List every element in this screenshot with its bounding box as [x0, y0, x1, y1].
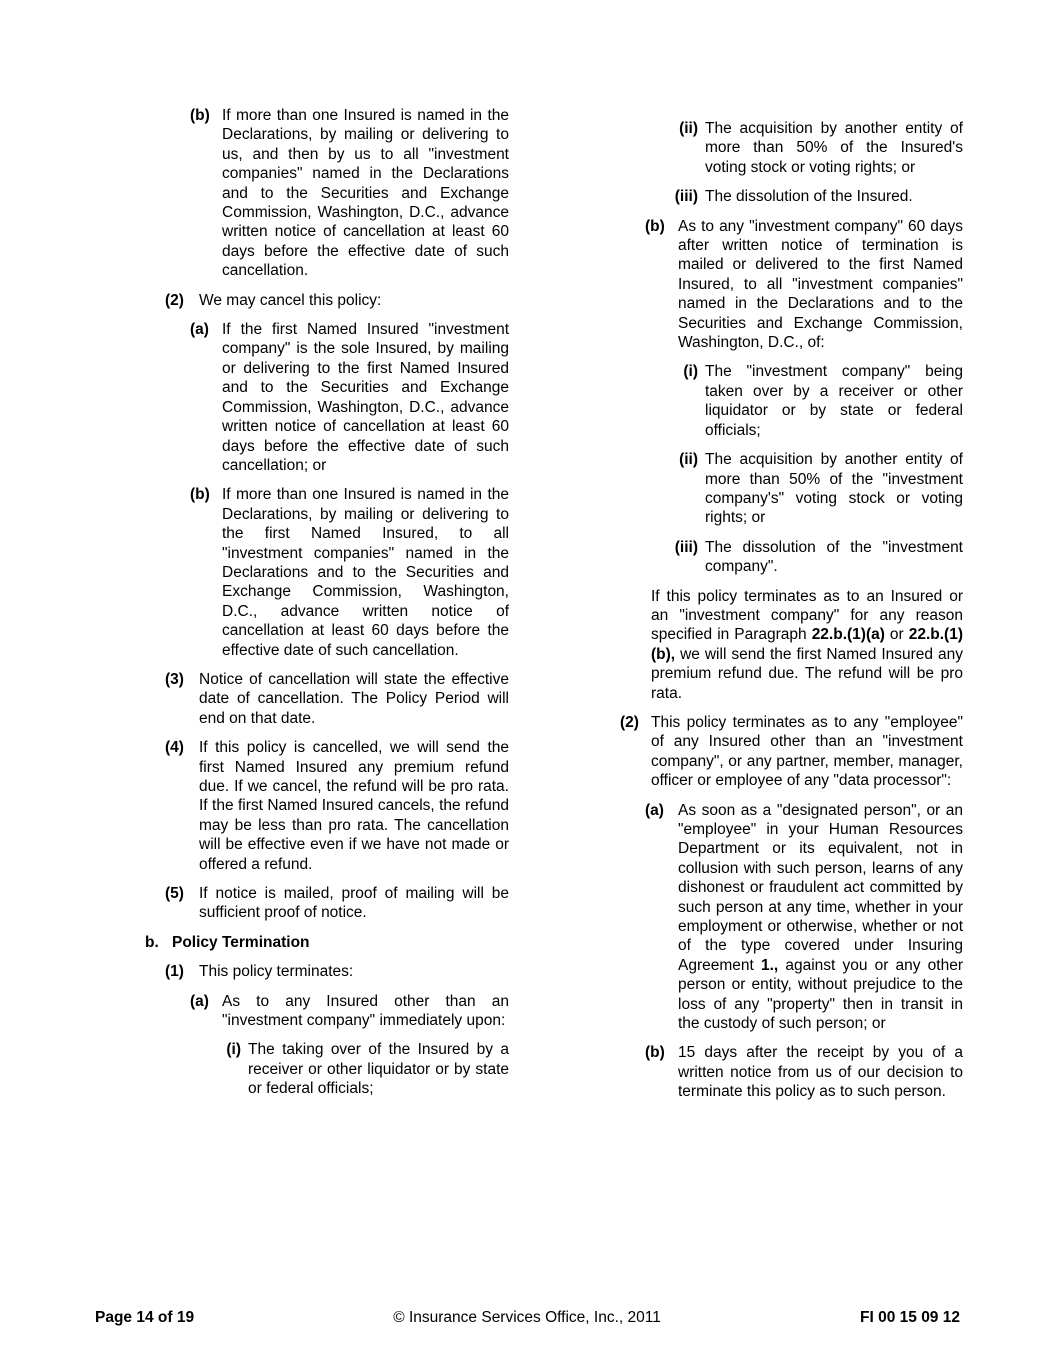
clause-2: [165, 291, 509, 310]
clause-b2a-post: against you or any other person or entity, without prejudice to the loss of any "property" then in transit in the custody of such person; or: [678, 956, 963, 1033]
clause-5: [165, 884, 509, 923]
clause-label: (ii): [679, 120, 698, 137]
clause-label: (ii): [679, 451, 698, 469]
clause-3: [165, 670, 509, 728]
clause-label: (a): [190, 321, 209, 339]
refund-text-mid: or: [884, 626, 909, 644]
clause-label: (i): [683, 363, 698, 381]
clause-b1b: [645, 217, 963, 353]
footer-copyright: © Insurance Services Office, Inc., 2011: [393, 1309, 661, 1326]
clause-b1b-iii: [660, 538, 963, 577]
clause-text: The acquisition by another entity of more than 50% of the "investment company's" voting stock or voting rights; or: [705, 451, 963, 527]
clause-b1b-i: [660, 362, 963, 440]
section-label: b.: [145, 933, 159, 951]
clause-text: The dissolution of the "investment company".: [705, 538, 963, 576]
right-column: [620, 119, 963, 1112]
section-heading-policy-termination: [145, 933, 509, 952]
clause-b1a-ii: [660, 119, 963, 177]
clause-b1b-ii: [660, 450, 963, 528]
clause-4: [165, 738, 509, 874]
clause-text: 15 days after the receipt by you of a written notice from us of our decision to terminate this policy as to such person.: [678, 1044, 963, 1101]
clause-label: (5): [165, 885, 184, 903]
refund-paragraph: [651, 587, 963, 703]
clause-text: Notice of cancellation will state the effective date of cancellation. The Policy Period will end on that date.: [199, 670, 509, 727]
clause-label: (a): [190, 992, 209, 1010]
clause-b2a: [645, 801, 963, 1034]
clause-text: We may cancel this policy:: [199, 291, 382, 309]
clause-label: (2): [620, 713, 639, 731]
clause-label: (b): [190, 107, 210, 124]
clause-text: If this policy is cancelled, we will send the first Named Insured any premium refund due. If we cancel, the refund will be pro rata. If the first Named Insured cancels, the refund may be less than pro rata. The cancellation will be effective even if we have not made or offered a refund.: [199, 739, 509, 873]
refund-text-post: we will send the first Named Insured any premium refund due. The refund will be pro rata.: [651, 645, 963, 702]
clause-b2: [620, 713, 963, 791]
clause-text: If the first Named Insured "investment company" is the sole Insured, by mailing or delivering to the first Named Insured and to the Securities and Exchange Commission, Washington, D.C., advance written notice of cancellation at least 60 days before the effective date of such cancellation; or: [222, 321, 509, 474]
clause-text: [651, 587, 963, 703]
clause-b2b: [645, 1043, 963, 1101]
clause-b2a-pre: As soon as a "designated person", or an "employee" in your Human Resources Department or its equivalent, not in collusion with such person, learns of any dishonest or fraudulent act committed by such person at any time, whether in your employment or otherwise, whether or not of the type covered under Insuring Agreement: [678, 801, 963, 974]
paragraph-ref-22b1a: 22.b.(1)(a): [811, 626, 885, 644]
clause-text: As to any Insured other than an "investment company" immediately upon:: [222, 992, 509, 1030]
refund-text-pre: If this policy terminates as to an Insured or an "investment company" for any reason specified in Paragraph: [651, 587, 963, 644]
clause-b1a: [190, 992, 509, 1031]
clause-text: This policy terminates:: [199, 963, 354, 981]
clause-label: (b): [645, 217, 665, 235]
footer-form-number: FI 00 15 09 12: [860, 1309, 960, 1326]
insuring-agreement-ref-1: 1.,: [760, 956, 779, 974]
left-column: [145, 106, 509, 1109]
section-title: Policy Termination: [172, 933, 310, 951]
clause-text: If more than one Insured is named in the Declarations, by mailing or delivering to the first Named Insured, to all "investment companies" named in the Declarations and to the Securities and Exchange Commission, Washington, D.C., advance written notice of cancellation at least 60 days before the effective date of such cancellation.: [222, 486, 509, 659]
clause-text: The taking over of the Insured by a receiver or other liquidator or by state or federal officials;: [248, 1041, 509, 1098]
clause-label: (iii): [674, 538, 698, 556]
page-footer: [0, 1308, 1055, 1327]
clause-b1: [165, 962, 509, 981]
clause-1b: [190, 106, 509, 281]
clause-label: (iii): [674, 188, 698, 206]
clause-text: The acquisition by another entity of more than 50% of the Insured's voting stock or voting rights; or: [705, 120, 963, 176]
clause-label: (a): [645, 801, 664, 819]
clause-text: If notice is mailed, proof of mailing will be sufficient proof of notice.: [199, 885, 509, 922]
clause-label: (1): [165, 963, 184, 981]
clause-text: [678, 801, 963, 1034]
clause-text: The "investment company" being taken over by a receiver or other liquidator or by state or federal officials;: [705, 363, 963, 439]
clause-2a: [190, 320, 509, 475]
clause-label: (3): [165, 670, 184, 688]
clause-label: (i): [226, 1041, 241, 1059]
clause-text: This policy terminates as to any "employee" of any Insured other than an "investment company", or any partner, member, manager, officer or employee of any "data processor":: [651, 713, 963, 790]
clause-2b: [190, 485, 509, 660]
clause-b1a-i: [205, 1040, 509, 1098]
clause-text: As to any "investment company" 60 days after written notice of termination is mailed or delivered to the first Named Insured, to all "investment companies" named in the Declarations and to the Securities and Exchange Commission, Washington, D.C., of:: [678, 217, 963, 352]
paragraph-ref-22b1b: 22.b.(1)(b),: [651, 626, 963, 663]
clause-label: (4): [165, 739, 184, 757]
clause-b1a-iii: [660, 187, 963, 206]
clause-label: (b): [190, 486, 210, 504]
clause-text: If more than one Insured is named in the Declarations, by mailing or delivering to us, and then by us to all "investment companies" named in the Declarations and to the Securities and Exchange Commission, Washington, D.C., advance written notice of cancellation at least 60 days before the effective date of such cancellation.: [222, 107, 509, 280]
footer-page-number: Page 14 of 19: [95, 1309, 195, 1326]
clause-text: The dissolution of the Insured.: [705, 188, 913, 206]
clause-label: (b): [645, 1044, 665, 1062]
clause-label: (2): [165, 291, 184, 309]
